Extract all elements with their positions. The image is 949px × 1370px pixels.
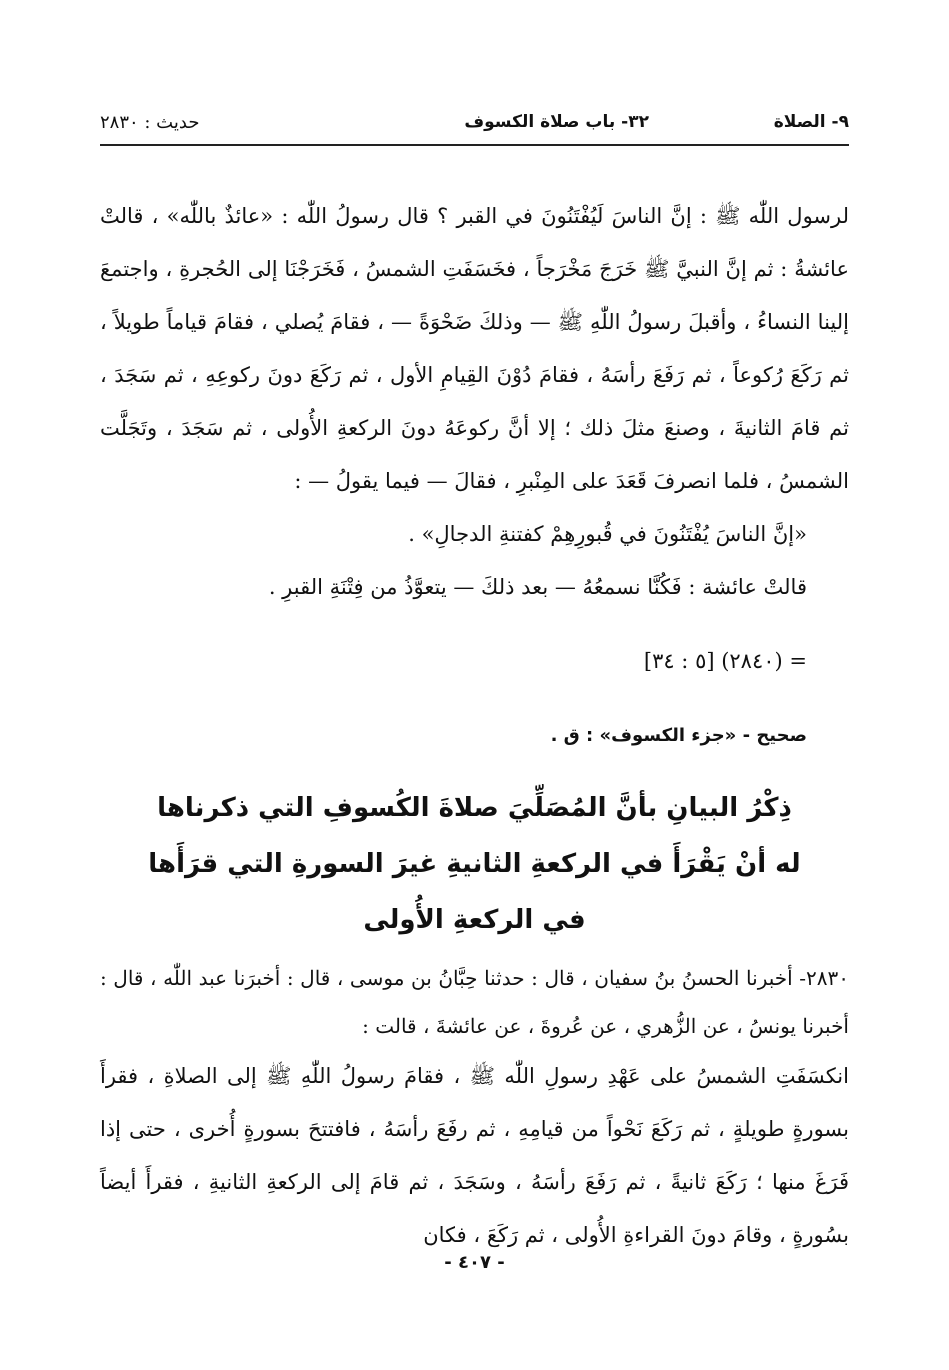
authenticity-grade: صحيح - «جزء الكسوف» : ق . — [550, 725, 807, 746]
prophet-quote: «إنَّ الناسَ يُفْتَنُونَ في قُبورِهِمْ كفتنةِ الدجالِ» . — [408, 522, 807, 546]
chapter-title: ٩- الصلاة — [773, 112, 849, 132]
aisha-statement: قالتْ عائشة : فَكُنَّا نسمعُهُ — بعد ذلكَ — يتعوَّذُ من فِتْنَةِ القبرِ . — [268, 575, 807, 599]
hadith-number-ref: حديث : ٢٨٣٠ — [100, 112, 200, 133]
page-body — [100, 190, 849, 1262]
section-heading: ٣٢- باب صلاة الكسوف — [464, 112, 649, 132]
running-header — [100, 112, 849, 146]
chapter-subtitle: ذِكْرُ البيانِ بأنَّ المُصَلِّيَ صلاةَ الكُسوفِ التي ذكرناها له أنْ يَقْرَأَ في الركعةِ الثانيةِ غيرَ السورةِ التي قرَأَها في الركعةِ الأُولى — [148, 793, 801, 935]
hadith-text-continued: لرسول اللّٰه ﷺ : إنَّ الناسَ لَيُفْتَنُونَ في القبر ؟ قال رسولُ اللّٰه : «عائذٌ باللّٰه» ، قالتْ عائشةُ : ثم إنَّ النبيَّ ﷺ خَرَجَ مَخْرَجاً ، فخَسَفَتِ الشمسُ ، فَخَرَجْنَا إلى الحُجرةِ ، واجتمعَ إلينا النساءُ ، وأقبلَ رسولُ اللّٰهِ ﷺ — وذلكَ ضَحْوَةً — ، فقامَ يُصلي ، فقامَ قياماً طويلاً ، ثم رَكَعَ رُكوعاً ، ثم رَفَعَ رأسَهُ ، فقامَ دُوْنَ القِيامِ الأول ، ثم رَكَعَ دونَ ركوعِهِ ، ثم سَجَدَ ، ثم قامَ الثانيةَ ، وصنعَ مثلَ ذلك ؛ إلا أنَّ ركوعَهُ دونَ الركعةِ الأُولى ، ثم سَجَدَ ، وتَجَلَّت الشمسُ ، فلما انصرفَ قَعَدَ على المِنْبرِ ، فقالَ — فيما يقولُ — : — [100, 204, 849, 493]
hadith-matn: انكسَفَتِ الشمسُ على عَهْدِ رسولِ اللّٰه ﷺ ، فقامَ رسولُ اللّٰهِ ﷺ إلى الصلاةِ ، فقرأَ بسورةٍ طويلةٍ ، ثم رَكَعَ نَحْواً من قيامِهِ ، ثم رفَعَ رأسَهُ ، فافتتحَ بسورةٍ أُخرى ، حتى إذا فَرَغَ منها ؛ رَكَعَ ثانيةً ، ثم رَفَعَ رأسَهُ ، وسَجَدَ ، ثم قامَ إلى الركعةِ الثانيةِ ، فقرأَ أيضاً بسُورةٍ ، وقامَ دونَ القراءةِ الأُولى ، ثم رَكَعَ ، فكان — [100, 1064, 849, 1247]
page-number: - ٤٠٧ - — [444, 1252, 505, 1273]
isnad-chain: ٢٨٣٠- أخبرنا الحسنُ بنُ سفيان ، قال : حدثنا حِبَّانُ بن موسى ، قال : أخبرَنا عبد اللّٰه ، قال : أخبرنا يونسُ ، عن الزُّهري ، عن عُروةَ ، عن عائشةَ ، قالت : — [100, 966, 849, 1038]
cross-reference: = (٢٨٤٠) [٥ : ٣٤] — [643, 649, 807, 673]
